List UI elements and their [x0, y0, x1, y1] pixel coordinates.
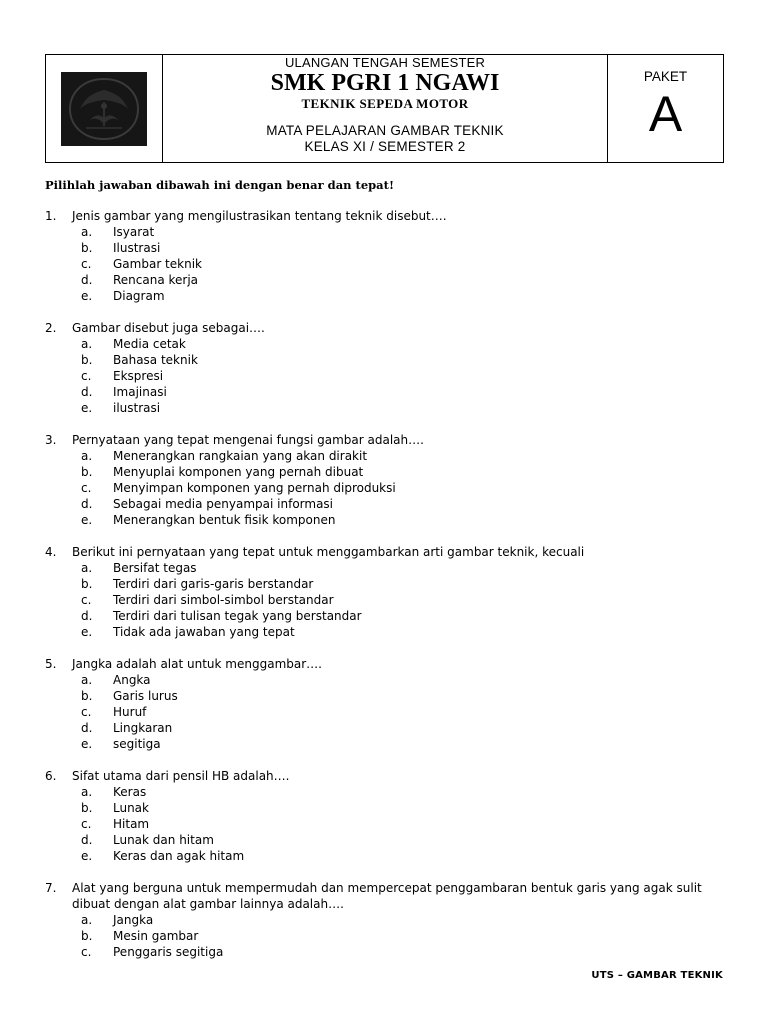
answer-option: [45, 464, 735, 480]
answer-option: [45, 704, 735, 720]
option-letter: a.: [81, 913, 93, 927]
question-text: Jangka adalah alat untuk menggambar….: [72, 657, 322, 671]
question-number: 7.: [45, 881, 57, 895]
option-letter: b.: [81, 465, 93, 479]
answer-option: [45, 608, 735, 624]
option-letter: b.: [81, 241, 93, 255]
question-item: [45, 544, 735, 640]
option-text: segitiga: [113, 737, 161, 751]
option-letter: e.: [81, 513, 93, 527]
option-text: Menerangkan bentuk fisik komponen: [113, 513, 336, 527]
answer-option: [45, 912, 735, 928]
question-number: 2.: [45, 321, 57, 335]
option-letter: d.: [81, 273, 93, 287]
question-item: [45, 768, 735, 864]
option-text: Tidak ada jawaban yang tepat: [113, 625, 295, 639]
question-number: 1.: [45, 209, 57, 223]
option-text: ilustrasi: [113, 401, 161, 415]
answer-option: [45, 672, 735, 688]
option-text: Menyuplai komponen yang pernah dibuat: [113, 465, 364, 479]
option-letter: b.: [81, 577, 93, 591]
tut-wuri-handayani-emblem-icon: [66, 76, 142, 142]
answer-option: [45, 576, 735, 592]
option-text: Huruf: [113, 705, 147, 719]
option-list: [45, 560, 735, 640]
question-item: [45, 208, 735, 304]
question-line: [45, 320, 735, 336]
answer-option: [45, 256, 735, 272]
question-line: [45, 656, 735, 672]
option-letter: c.: [81, 481, 92, 495]
option-letter: e.: [81, 737, 93, 751]
option-text: Terdiri dari tulisan tegak yang berstandar: [113, 609, 362, 623]
option-letter: d.: [81, 385, 93, 399]
option-text: Penggaris segitiga: [113, 945, 224, 959]
option-letter: e.: [81, 289, 93, 303]
answer-option: [45, 832, 735, 848]
answer-option: [45, 688, 735, 704]
question-line: [45, 880, 735, 912]
question-text: Berikut ini pernyataan yang tepat untuk menggambarkan arti gambar teknik, kecuali: [72, 545, 585, 559]
option-text: Terdiri dari garis-garis berstandar: [113, 577, 314, 591]
option-letter: c.: [81, 369, 92, 383]
class-semester: KELAS XI / SEMESTER 2: [304, 139, 466, 154]
option-letter: c.: [81, 817, 92, 831]
answer-option: [45, 352, 735, 368]
answer-option: [45, 848, 735, 864]
question-text: Alat yang berguna untuk mempermudah dan mempercepat penggambaran bentuk garis yang agak sulit dibuat dengan alat gambar lainnya adalah….: [72, 881, 702, 911]
answer-option: [45, 336, 735, 352]
question-number: 4.: [45, 545, 57, 559]
option-text: Garis lurus: [113, 689, 178, 703]
option-letter: a.: [81, 785, 93, 799]
answer-option: [45, 496, 735, 512]
option-text: Imajinasi: [113, 385, 167, 399]
exam-type: ULANGAN TENGAH SEMESTER: [284, 55, 486, 70]
answer-option: [45, 784, 735, 800]
paket-cell: [608, 55, 723, 162]
paket-letter: A: [648, 86, 683, 142]
option-letter: d.: [81, 833, 93, 847]
option-text: Sebagai media penyampai informasi: [113, 497, 334, 511]
option-letter: b.: [81, 353, 93, 367]
option-list: [45, 912, 735, 960]
answer-option: [45, 560, 735, 576]
answer-option: [45, 816, 735, 832]
option-text: Lingkaran: [113, 721, 173, 735]
answer-option: [45, 288, 735, 304]
option-letter: b.: [81, 801, 93, 815]
answer-option: [45, 800, 735, 816]
answer-option: [45, 624, 735, 640]
answer-option: [45, 736, 735, 752]
option-letter: e.: [81, 849, 93, 863]
option-text: Menerangkan rangkaian yang akan dirakit: [113, 449, 368, 463]
option-letter: a.: [81, 449, 93, 463]
question-item: [45, 320, 735, 416]
option-text: Terdiri dari simbol-simbol berstandar: [113, 593, 334, 607]
option-text: Keras dan agak hitam: [113, 849, 245, 863]
answer-option: [45, 928, 735, 944]
question-number: 5.: [45, 657, 57, 671]
option-text: Ekspresi: [113, 369, 164, 383]
question-item: [45, 432, 735, 528]
option-letter: c.: [81, 705, 92, 719]
option-letter: d.: [81, 609, 93, 623]
paket-label: PAKET: [643, 69, 688, 84]
footer-label: UTS – GAMBAR TEKNIK: [591, 970, 723, 981]
option-text: Angka: [113, 673, 151, 687]
option-text: Diagram: [113, 289, 165, 303]
question-number: 6.: [45, 769, 57, 783]
option-letter: d.: [81, 721, 93, 735]
option-text: Ilustrasi: [113, 241, 161, 255]
answer-option: [45, 720, 735, 736]
option-text: Keras: [113, 785, 147, 799]
question-text: Pernyataan yang tepat mengenai fungsi gambar adalah….: [72, 433, 424, 447]
answer-option: [45, 944, 735, 960]
answer-option: [45, 384, 735, 400]
option-letter: c.: [81, 945, 92, 959]
logo-cell: [46, 55, 163, 162]
option-letter: a.: [81, 225, 93, 239]
major-name: TEKNIK SEPEDA MOTOR: [301, 96, 469, 111]
option-letter: a.: [81, 337, 93, 351]
answer-option: [45, 368, 735, 384]
answer-option: [45, 448, 735, 464]
option-letter: b.: [81, 929, 93, 943]
option-text: Media cetak: [113, 337, 186, 351]
option-text: Lunak dan hitam: [113, 833, 214, 847]
option-text: Menyimpan komponen yang pernah diproduksi: [113, 481, 396, 495]
question-number: 3.: [45, 433, 57, 447]
question-list: [45, 208, 735, 976]
option-letter: c.: [81, 593, 92, 607]
option-text: Hitam: [113, 817, 150, 831]
option-letter: d.: [81, 497, 93, 511]
question-line: [45, 768, 735, 784]
answer-option: [45, 224, 735, 240]
answer-option: [45, 480, 735, 496]
option-list: [45, 672, 735, 752]
answer-option: [45, 400, 735, 416]
question-line: [45, 208, 735, 224]
option-letter: a.: [81, 673, 93, 687]
option-letter: e.: [81, 625, 93, 639]
exam-header: [45, 54, 724, 163]
question-text: Jenis gambar yang mengilustrasikan tentang teknik disebut….: [72, 209, 447, 223]
title-cell: [163, 55, 608, 162]
question-line: [45, 432, 735, 448]
question-line: [45, 544, 735, 560]
option-text: Mesin gambar: [113, 929, 199, 943]
question-text: Sifat utama dari pensil HB adalah….: [72, 769, 290, 783]
school-logo: [61, 72, 147, 146]
option-letter: e.: [81, 401, 93, 415]
question-text: Gambar disebut juga sebagai….: [72, 321, 265, 335]
answer-option: [45, 592, 735, 608]
subject-name: MATA PELAJARAN GAMBAR TEKNIK: [266, 123, 504, 138]
option-text: Gambar teknik: [113, 257, 202, 271]
option-text: Lunak: [113, 801, 149, 815]
answer-option: [45, 272, 735, 288]
option-text: Bahasa teknik: [113, 353, 198, 367]
option-text: Jangka: [113, 913, 154, 927]
option-list: [45, 224, 735, 304]
instruction-text: Pilihlah jawaban dibawah ini dengan benar dan tepat!: [45, 178, 394, 192]
option-text: Isyarat: [113, 225, 155, 239]
option-letter: a.: [81, 561, 93, 575]
option-letter: c.: [81, 257, 92, 271]
school-name: SMK PGRI 1 NGAWI: [270, 70, 500, 96]
question-item: [45, 880, 735, 960]
option-list: [45, 784, 735, 864]
option-list: [45, 448, 735, 528]
option-text: Rencana kerja: [113, 273, 199, 287]
option-list: [45, 336, 735, 416]
option-text: Bersifat tegas: [113, 561, 197, 575]
answer-option: [45, 512, 735, 528]
option-letter: b.: [81, 689, 93, 703]
answer-option: [45, 240, 735, 256]
question-item: [45, 656, 735, 752]
